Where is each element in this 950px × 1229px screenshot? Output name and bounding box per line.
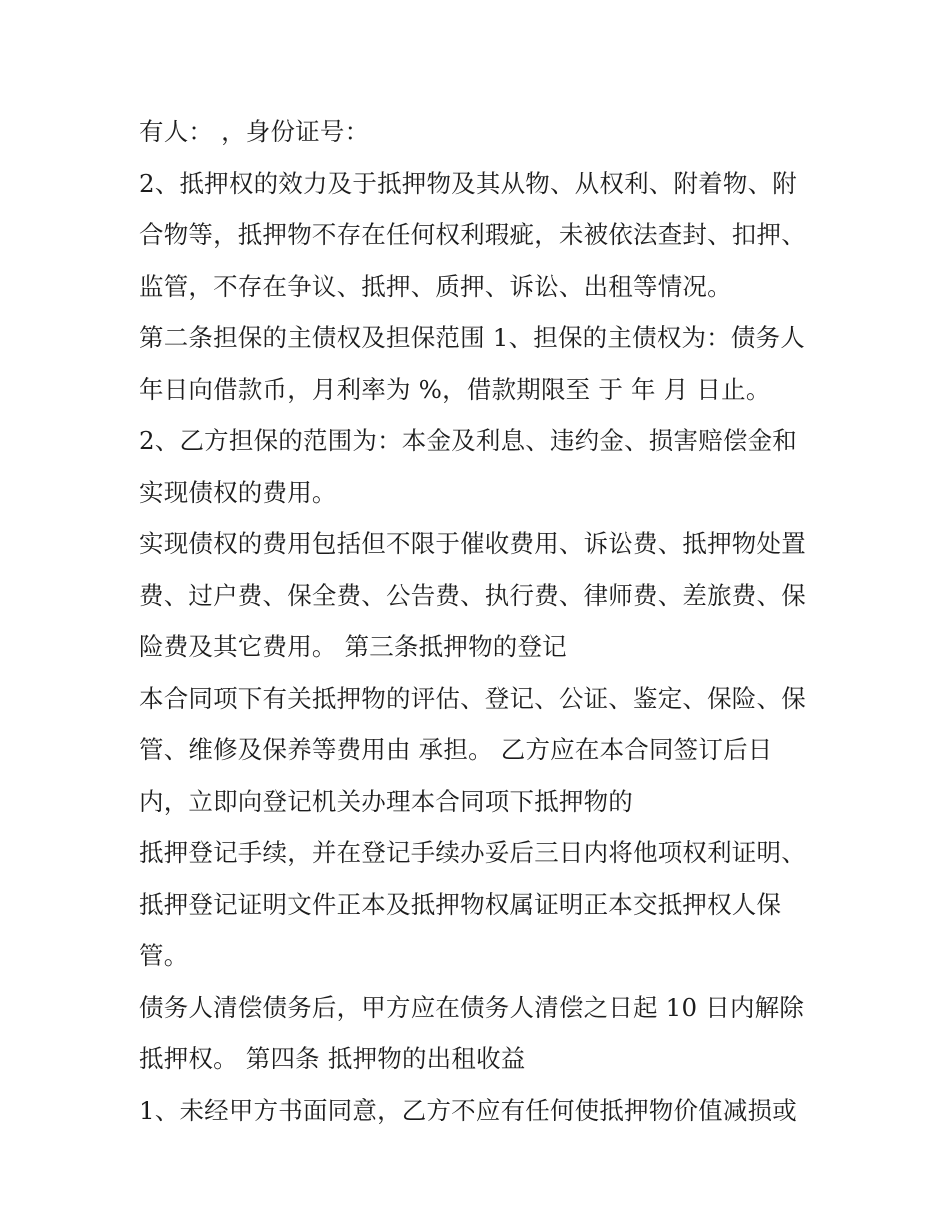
text-line: 险费及其它费用。 第三条抵押物的登记 <box>139 632 567 661</box>
text-line: 抵押登记手续，并在登记手续办妥后三日内将他项权利证明、 <box>139 838 806 867</box>
text-line: 抵押权。 第四条 抵押物的出租收益 <box>139 1044 526 1073</box>
text-line: 债务人清偿债务后，甲方应在债务人清偿之日起 10 日内解除 <box>139 992 805 1022</box>
text-line: 监管，不存在争议、抵押、质押、诉讼、出租等情况。 <box>139 271 732 301</box>
text-line: 实现债权的费用。 <box>139 477 337 507</box>
text-line: 2、抵押权的效力及于抵押物及其从物、从权利、附着物、附 <box>139 168 797 198</box>
text-line: 有人： ，身份证号： <box>139 117 370 146</box>
text-line: 内，立即向登记机关办理本合同项下抵押物的 <box>139 786 633 816</box>
document-body <box>139 106 839 1136</box>
text-line: 第二条担保的主债权及担保范围 1、担保的主债权为：债务人 <box>139 323 805 352</box>
text-line: 本合同项下有关抵押物的评估、登记、公证、鉴定、保险、保 <box>139 683 806 713</box>
text-line: 抵押登记证明文件正本及抵押物权属证明正本交抵押权人保 <box>139 889 782 919</box>
text-line: 年日向借款币，月利率为 %，借款期限至 于 年 月 日止。 <box>139 374 771 404</box>
text-line: 2、乙方担保的范围为：本金及利息、违约金、损害赔偿金和 <box>139 426 797 455</box>
text-line: 管、维修及保养等费用由 承担。 乙方应在本合同签订后日 <box>139 735 773 764</box>
text-line: 费、过户费、保全费、公告费、执行费、律师费、差旅费、保 <box>139 580 806 610</box>
text-line: 1、未经甲方书面同意，乙方不应有任何使抵押物价值减损或 <box>139 1095 797 1125</box>
text-line: 实现债权的费用包括但不限于催收费用、诉讼费、抵押物处置 <box>139 529 806 558</box>
text-line: 合物等，抵押物不存在任何权利瑕疵，未被依法查封、扣押、 <box>139 220 806 249</box>
text-line: 管。 <box>139 941 189 970</box>
